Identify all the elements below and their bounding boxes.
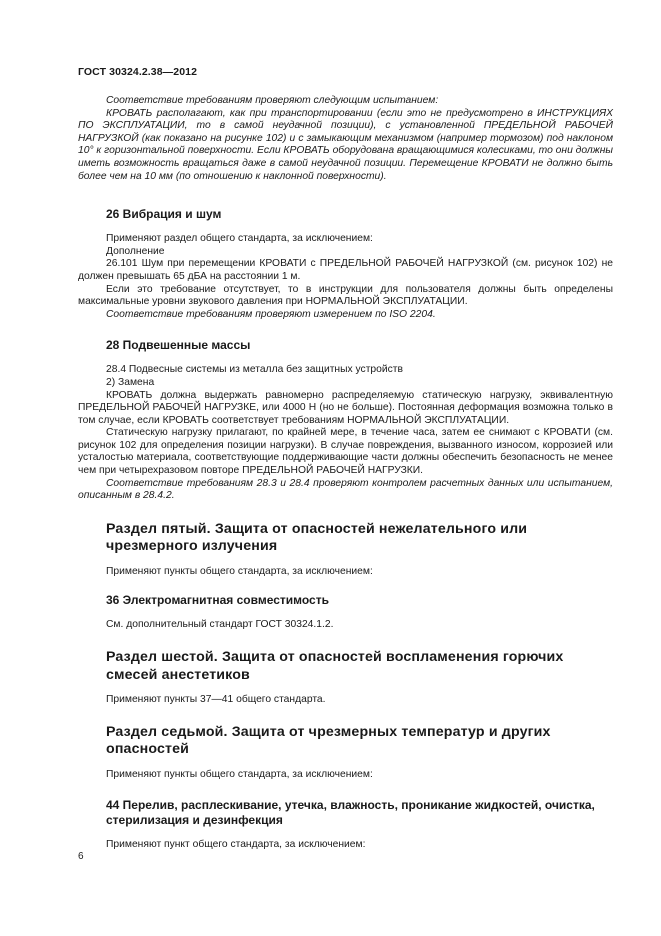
section-36-title: 36 Электромагнитная совместимость xyxy=(106,593,329,608)
section-28-para-5: Соответствие требованиям 28.3 и 28.4 проверяют контролем расчетных данных или испытанием, описанным в 28.4.2. xyxy=(78,477,613,502)
document-header: ГОСТ 30324.2.38—2012 xyxy=(78,66,198,78)
section-28-para-1: 28.4 Подвесные системы из металла без защитных устройств xyxy=(106,364,403,376)
section-44-title: 44 Перелив, расплескивание, утечка, влажность, проникание жидкостей, очистка, стерилизация и дезинфекция xyxy=(106,798,595,828)
part-6-para-1: Применяют пункты 37—41 общего стандарта. xyxy=(106,694,326,706)
section-28-para-3: КРОВАТЬ должна выдержать равномерно распределяемую статическую нагрузку, эквивалентную ПРЕДЕЛЬНОЙ РАБОЧЕЙ НАГРУЗКЕ, или 4000 Н (но не больше). Постоянная деформация возможна только в том случае, если КРОВАТЬ соответствует требованиям НОРМАЛЬНОЙ ЭКСПЛУАТАЦИИ. xyxy=(78,389,613,426)
section-26-para-2: Дополнение xyxy=(106,245,165,257)
part-6-title: Раздел шестой. Защита от опасностей воспламенения горючих смесей анестетиков xyxy=(106,649,564,683)
section-28-title: 28 Подвешенные массы xyxy=(106,338,251,353)
part-5-para-1: Применяют пункты общего стандарта, за исключением: xyxy=(106,565,373,577)
page-content xyxy=(78,95,613,852)
section-26-para-5: Соответствие требованиям проверяют измерением по ISO 2204. xyxy=(106,308,436,320)
section-44-para-1: Применяют пункт общего стандарта, за исключением: xyxy=(106,839,366,851)
part-5-title: Раздел пятый. Защита от опасностей нежелательного или чрезмерного излучения xyxy=(106,520,528,555)
intro-test-procedure: КРОВАТЬ располагают, как при транспортировании (если это не предусмотрено в ИНСТРУКЦИЯХ ПО ЭКСПЛУАТАЦИИ, то в самой неудачной позиции), с установленной ПРЕДЕЛЬНОЙ РАБОЧЕЙ НАГРУЗКОЙ (как показано на рисунке 102) и с замыкающим механизмом (например тормозом) под наклоном 10° к горизонтальной поверхности. Если КРОВАТЬ оборудована вращающимися колесиками, то они должны иметь возможность вращаться даже в самой неудачной позиции. Перемещение КРОВАТИ не должно быть более чем на 10 мм (по отношению к наклонной поверхности). xyxy=(78,107,613,182)
section-28-para-2: 2) Замена xyxy=(106,376,155,388)
section-36-para-1: См. дополнительный стандарт ГОСТ 30324.1.2. xyxy=(106,619,334,631)
part-7-title: Раздел седьмой. Защита от чрезмерных температур и других опасностей xyxy=(106,723,551,758)
section-26-title: 26 Вибрация и шум xyxy=(106,207,222,222)
page-number: 6 xyxy=(78,851,84,862)
section-26-para-3: 26.101 Шум при перемещении КРОВАТИ с ПРЕДЕЛЬНОЙ РАБОЧЕЙ НАГРУЗКОЙ (см. рисунок 102) не должен превышать 65 дБА на расстоянии 1 м. xyxy=(78,258,613,282)
part-7-para-1: Применяют пункты общего стандарта, за исключением: xyxy=(106,768,373,780)
section-26-para-4: Если это требование отсутствует, то в инструкции для пользователя должны быть определены максимальные уровни звукового давления при НОРМАЛЬНОЙ ЭКСПЛУАТАЦИИ. xyxy=(78,283,613,308)
section-28-para-4: Статическую нагрузку прилагают, по крайней мере, в течение часа, затем ее снимают с КРОВАТИ (см. рисунок 102 для определения позиции нагрузки). В случае повреждения, вызванного износом, коррозией или усталостью материала, соответствующие поддерживающие части должны обеспечить безопасность не менее чем при четырехразовом повторе ПРЕДЕЛЬНОЙ РАБОЧЕЙ НАГРУЗКИ. xyxy=(78,427,613,477)
section-26-para-1: Применяют раздел общего стандарта, за исключением: xyxy=(106,233,373,245)
intro-test-heading: Соответствие требованиям проверяют следующим испытанием: xyxy=(106,95,439,106)
